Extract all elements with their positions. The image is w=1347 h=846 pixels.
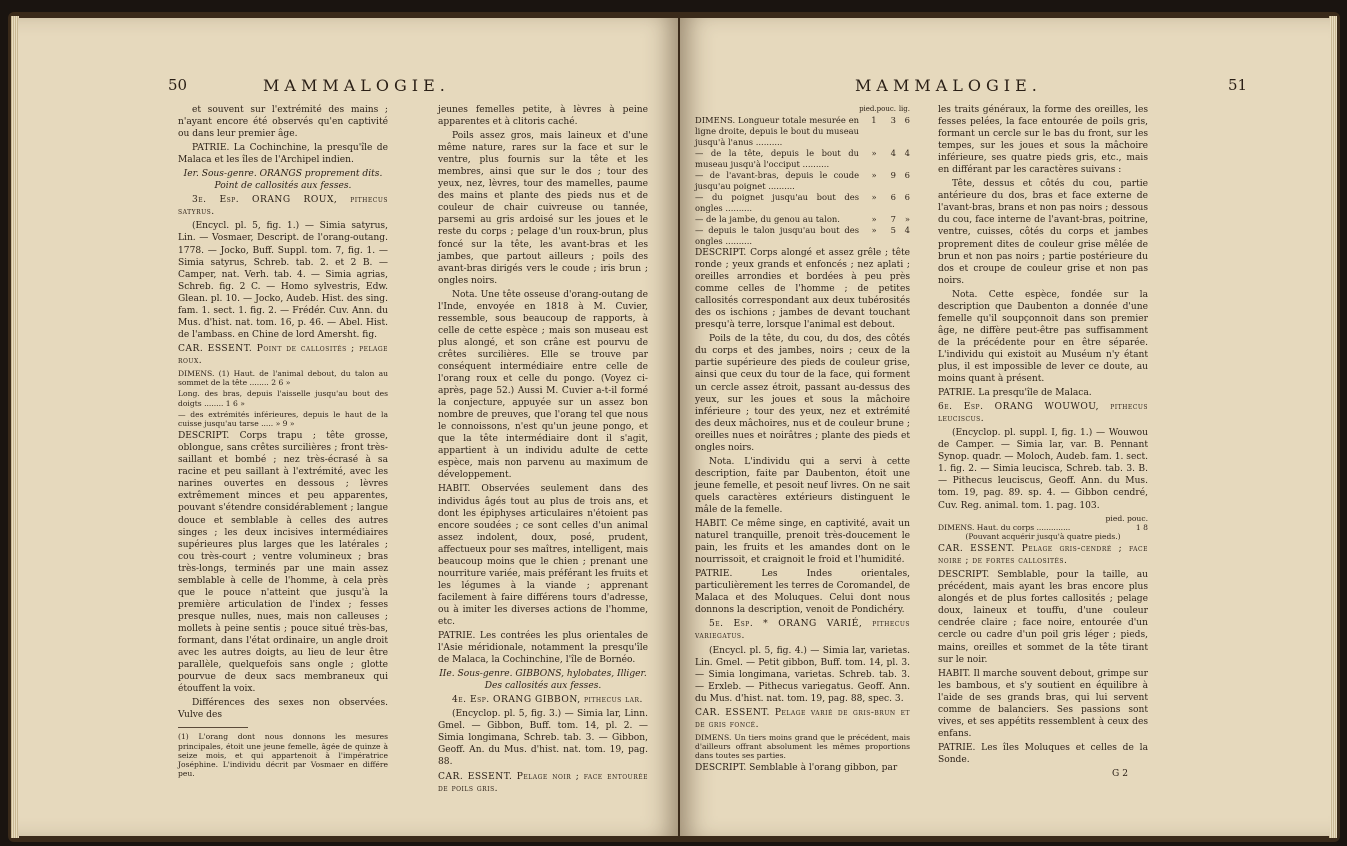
right-page xyxy=(680,18,1330,836)
table-row xyxy=(695,170,910,192)
paragraph: Tête, dessus et côtés du cou, partie antérieure du dos, bras et face externe de l'avant-bras, brans et non pas noirs ; dessous du cou, face interne de l'avant-bras, poitrine, ventre, cuisses, côtés du corps et jambes proprement dites de couleur grise mêlée de brun et non pas noirs ; partie postérieure du dos et croupe de couleur grise et non pas noirs. xyxy=(938,179,1148,286)
measurement-value: 6 xyxy=(904,115,910,125)
paragraph: jeunes femelles petite, à lèvres à peine apparentes et à clitoris caché. xyxy=(438,105,648,128)
running-head-left: MAMMALOGIE. xyxy=(263,76,450,95)
synonymy: (Encyclop. pl. suppl. I, fig. 1.) — Wouwou de Camper. — Simia lar, var. B. Pennant Synop. quadr. — Moloch, Audeb. fam. 1. sect. 1. fig. 2. — Simia leucisca, Schreb. tab. 3. B. — Pithecus leuciscus, Geoff. Ann. du Mus. tom. 19, pag. 89. sp. 4. — Gibbon cendré, Cuv. Reg. animal. tom. 1. pag. 103. xyxy=(938,428,1148,511)
nota: Nota. Une tête osseuse d'orang-outang de l'Inde, envoyée en 1818 à M. Cuvier, ressemble, sous beaucoup de rapports, à celle de cette espèce ; mais son museau est plus alongé, et son crâne est pourvu de crêtes surcilières. Elle se trouve par conséquent intermédiaire entre celle de l'orang roux et celle du pongo. (Voyez ci-après, page 52.) Aussi M. Cuvier a-t-il formé la conjecture, appuyée sur un assez bon nombre de preuves, que l'orang tel que nous le connoissons, n'est qu'un jeune pongo, et que la tête intermédiaire dont il s'agit, appartient à un individu adulte de cette espèce, mais non parvenu au maximum de développement. xyxy=(438,289,648,481)
measurement-value: 6 xyxy=(904,170,910,180)
table-row xyxy=(695,115,910,148)
species-heading: 3e. Esp. ORANG ROUX, pithecus satyrus. xyxy=(178,195,388,218)
essential-characters: CAR. ESSENT. Point de callosités ; pelage roux. xyxy=(178,343,388,366)
unit-header: pied. xyxy=(859,105,877,113)
nota: Nota. Cette espèce, fondée sur la description que Daubenton a donnée d'une femelle qu'il soupçonnoit dans son premier âge, ne diffère peut-être pas suffisamment de la précédente pour en être séparée. L'individu qui existoit au Muséum n'y étant plus, il est impossible de lever ce doute, au moins quant à présent. xyxy=(938,289,1148,385)
left-page xyxy=(18,18,678,836)
right-column-2 xyxy=(938,104,1148,780)
measurement-row: — des extrémités inférieures, depuis le haut de la cuisse jusqu'au tarse ..... » 9 » xyxy=(178,409,388,428)
page-number-left: 50 xyxy=(168,76,188,94)
measurement-value: 9 xyxy=(890,170,896,180)
measurement-value: » xyxy=(871,170,877,180)
measurement-label: — de la tête, depuis le bout du museau jusqu'à l'occiput .......... xyxy=(695,148,860,169)
paragraph: DESCRIPT. Corps trapu ; tête grosse, oblongue, sans crêtes surcilières ; front très-saillant et bombé ; nez très-écrasé à sa racine et peu saillant à l'extrémité, avec les narines ouvertes en dessous ; lèvres extrêmement minces et peu apparentes, pouvant s'étendre considérablement ; langue douce et semblable à celles des autres singes ; les deux incisives intermédiaires supérieures plus larges que les latérales ; cou très-court ; ventre volumineux ; bras très-longs, terminés par une main assez semblable à celle de l'homme, à cela près que le pouce n'atteint que jusqu'à la première articulation de l'index ; fesses presque nulles, nues, mais non calleuses ; mollets à peine sentis ; pouce situé très-bas, formant, dans l'état ordinaire, un angle droit avec les autres doigts, au lieu de leur être parallèle, quelquefois sans ongle ; glotte pourvue de deux sacs membraneux qui étouffent la voix. xyxy=(178,431,388,695)
species-heading: 5e. Esp. * ORANG VARIÉ, pithecus variegatus. xyxy=(695,619,910,642)
synonymy: (Encycl. pl. 5, fig. 1.) — Simia satyrus, Lin. — Vosmaer, Descript. de l'orang-outang. 1778. — Jocko, Buff. Suppl. tom. 7, fig. 1. — Simia satyrus, Schreb. tab. 2. et 2 B. — Camper, nat. Verh. tab. 4. — Simia agrias, Schreb. fig. 2 C. — Homo sylvestris, Edw. Glean. pl. 10. — Jocko, Audeb. Hist. des sing. fam. 1. sect. 1. fig. 2. — Frédér. Cuv. Ann. du Mus. d'hist. nat. tom. 16, p. 46. — Abel. Hist. de l'ambass. en Chine de lord Amersht. fig. xyxy=(178,221,388,340)
measurement-row: DIMENS. (1) Haut. de l'animal debout, du talon au sommet de la tête ........ 2 6 » xyxy=(178,368,388,388)
subgenre-heading: Ier. Sous-genre. ORANGS proprement dits. Point de callosités aux fesses. xyxy=(183,169,383,192)
nota: Nota. L'individu qui a servi à cette description, faite par Daubenton, étoit une jeune femelle, et pesoit neuf livres. On ne sait quels caractères extérieurs distinguent le mâle de la femelle. xyxy=(695,456,910,515)
left-column-2 xyxy=(438,104,648,797)
patrie: PATRIE. Les Indes orientales, particulièrement les terres de Coromandel, de Malaca et des Moluques. Celui dont nous donnons la description, venoit de Pondichéry. xyxy=(695,569,910,616)
measurement-value: 4 xyxy=(890,148,896,158)
paragraph: Poils de la tête, du cou, du dos, des côtés du corps et des jambes, noirs ; ceux de la partie supérieure des pieds de couleur grise, ainsi que ceux du tour de la face, qui forment un cercle assez étroit, passant au-dessus des yeux, sur les joues et sous la mâchoire inférieure ; tour des yeux, nez et extrémité des deux mâchoires, nus et de couleur brune ; oreilles nues et noirâtres ; plante des pieds et ongles noirs. xyxy=(695,334,910,453)
essential-characters: CAR. ESSENT. Pelage gris-cendré ; face noire ; de fortes callosités. xyxy=(938,544,1148,567)
synonymy: (Encyclop. pl. 5, fig. 3.) — Simia lar, Linn. Gmel. — Gibbon, Buff. tom. 14, pl. 2. — Simia longimana, Schreb. tab. 3. — Gibbon, Geoff. An. du Mus. d'hist. nat. tom. 19, pag. 88. xyxy=(438,709,648,768)
paragraph: PATRIE. La Cochinchine, la presqu'île de Malaca et les îles de l'Archipel indien. xyxy=(178,143,388,166)
species-heading: 4e. Esp. ORANG GIBBON, pithecus lar. xyxy=(452,695,643,706)
left-column-1 xyxy=(178,104,388,780)
measurement-label: — du poignet jusqu'au bout des ongles .......... xyxy=(695,192,860,213)
measurement-value: 3 xyxy=(890,115,896,125)
subgenre-heading: IIe. Sous-genre. GIBBONS, hylobates, Illiger. Des callosités aux fesses. xyxy=(439,669,647,692)
measurement-value: 6 xyxy=(890,192,896,202)
habit: HABIT. Observées seulement dans des individus âgés tout au plus de trois ans, et dont les épiphyses articulaires n'étoient pas encore soudées ; ce sont celles d'un animal assez indolent, doux, posé, prudent, affectueux pour ses maîtres, intelligent, mais beaucoup moins que le chien ; prenant une nourriture variée, mais préférant les fruits et les légumes à la viande ; apprenant facilement à faire différens tours d'adresse, ou à imiter les diverses actions de l'homme, etc. xyxy=(438,484,648,627)
measurement-label: DIMENS. Haut. du corps .............. xyxy=(938,522,1071,532)
habit: HABIT. Ce même singe, en captivité, avait un naturel tranquille, prenoit très-doucement le pain, les fruits et les amandes dont on le nourrissoit, et craignoit le froid et l'humidité. xyxy=(695,519,910,566)
essential-characters: CAR. ESSENT. Pelage noir ; face entourée de poils gris. xyxy=(438,771,648,794)
measurement-value: » xyxy=(871,192,877,202)
table-row xyxy=(695,214,910,225)
paragraph: et souvent sur l'extrémité des mains ; n'ayant encore été observés qu'en captivité ou dans leur premier âge. xyxy=(178,105,388,140)
measurement-label: — depuis le talon jusqu'au bout des ongles .......... xyxy=(695,225,860,246)
description: DESCRIPT. Semblable à l'orang gibbon, par xyxy=(695,763,898,774)
habit: HABIT. Il marche souvent debout, grimpe sur les bambous, et s'y soutient en équilibre à l'aide de ses grands bras, qui lui servent comme de balanciers. Ses passions sont vives, et ses appétits ressemblent à ceux des enfans. xyxy=(938,668,1148,739)
measurement-label: — de l'avant-bras, depuis le coude jusqu'au poignet .......... xyxy=(695,170,860,191)
measurement-label: — de la jambe, du genou au talon. xyxy=(695,214,840,224)
measurement-value: 5 xyxy=(890,225,896,235)
measurement-value: 4 xyxy=(904,225,910,235)
measurement-value: » xyxy=(904,214,910,224)
signature-mark: G 2 xyxy=(1112,769,1128,779)
measurement-value: » xyxy=(871,148,877,158)
essential-characters: CAR. ESSENT. Pelage varié de gris-brun et de gris foncé. xyxy=(695,707,910,730)
patrie: PATRIE. Les contrées les plus orientales de l'Asie méridionale, notamment la presqu'île de Malaca, la Cochinchine, l'île de Bornéo. xyxy=(438,631,648,666)
measurement-value: 6 xyxy=(904,192,910,202)
paragraph: Poils assez gros, mais laineux et d'une même nature, rares sur la face et sur le ventre, plus fournis sur la tête et les membres, ainsi que sur le dos ; tour des yeux, nez, lèvres, tour des mamelles, paume des mains et plante des pieds nus et de couleur de chair cuivreuse ou tannée, parsemi au gris ardoisé sur les joues et le reste du corps ; pelage d'un roux-brun, plus foncé sur la tête, les avant-bras et les jambes, que partout ailleurs ; poils des avant-bras dirigés vers le coude ; iris brun ; ongles noirs. xyxy=(438,131,648,286)
description: DESCRIPT. Corps alongé et assez grêle ; tête ronde ; yeux grands et enfoncés ; nez aplati ; oreilles arrondies et bordées à peu près comme celles de l'homme ; de petites callosités correspondant aux deux tubérosités des os ischions ; jambes de devant touchant presqu'à terre, lorsque l'animal est debout. xyxy=(695,248,910,331)
running-head-right: MAMMALOGIE. xyxy=(855,76,1042,95)
dimensions-note: DIMENS. Un tiers moins grand que le précédent, mais d'ailleurs offrant absolument les mêmes proportions dans toutes ses parties. xyxy=(695,732,910,761)
unit-header: lig. xyxy=(898,105,910,113)
patrie: PATRIE. Les îles Moluques et celles de la Sonde. xyxy=(938,742,1148,765)
measurement-value: 7 xyxy=(890,214,896,224)
footnote-rule xyxy=(178,727,248,728)
paragraph: les traits généraux, la forme des oreilles, les fesses pelées, la face entourée de poils gris, formant un cercle sur le bas du front, sur les tempes, sur les joues et sous la mâchoire inférieure, ses quatre pieds gris, etc., mais en différant par les caractères suivans : xyxy=(938,105,1148,176)
paragraph: Différences des sexes non observées. Vulve des xyxy=(178,698,388,721)
measurement-note: (Pouvant acquérir jusqu'à quatre pieds.) xyxy=(965,531,1121,541)
table-row xyxy=(695,192,910,214)
unit-header: pied. pouc. xyxy=(1105,513,1148,523)
measurement-value: » xyxy=(871,214,877,224)
measurement-value: 4 xyxy=(904,148,910,158)
page-edges-right xyxy=(1329,16,1337,838)
book xyxy=(8,12,1340,842)
species-heading: 6e. Esp. ORANG WOUWOU, pithecus leuciscus. xyxy=(938,402,1148,425)
dimensions-table xyxy=(695,104,910,247)
description: DESCRIPT. Semblable, pour la taille, au précédent, mais ayant les bras encore plus alongés et de plus fortes callosités ; pelage doux, laineux et touffu, d'une couleur cendrée claire ; face noire, entourée d'un cercle ou cadre d'un poil gris léger ; pieds, mains, oreilles et sommet de la tête tirant sur le noir. xyxy=(938,570,1148,665)
measurement-value: » xyxy=(871,225,877,235)
table-row xyxy=(695,225,910,247)
measurement-value: 1 8 xyxy=(1135,522,1148,532)
measurement-row xyxy=(938,523,1148,532)
patrie: PATRIE. La presqu'île de Malaca. xyxy=(938,388,1092,399)
synonymy: (Encycl. pl. 5, fig. 4.) — Simia lar, varietas. Lin. Gmel. — Petit gibbon, Buff. tom. 14, pl. 3. — Simia longimana, varietas. Schreb. tab. 3. — Erxleb. — Pithecus variegatus. Geoff. Ann. du Mus. d'hist. nat. tom. 19, pag. 88, spec. 3. xyxy=(695,645,910,704)
unit-header: pouc. xyxy=(876,105,896,113)
measurement-row: Long. des bras, depuis l'aisselle jusqu'au bout des doigts ........ 1 6 » xyxy=(178,389,388,408)
right-column-1 xyxy=(695,104,910,776)
table-row xyxy=(695,148,910,170)
page-number-right: 51 xyxy=(1228,76,1248,94)
measurement-value: 1 xyxy=(871,115,877,125)
measurement-label: DIMENS. Longueur totale mesurée en ligne droite, depuis le bout du museau jusqu'à l'anus .......... xyxy=(695,115,860,147)
footnote: (1) L'orang dont nous donnons les mesures principales, étoit une jeune femelle, âgée de quinze à seize mois, et qui appartenoit à l'impératrice Joséphine. L'individu décrit par Vosmaer en différe peu. xyxy=(178,732,388,779)
